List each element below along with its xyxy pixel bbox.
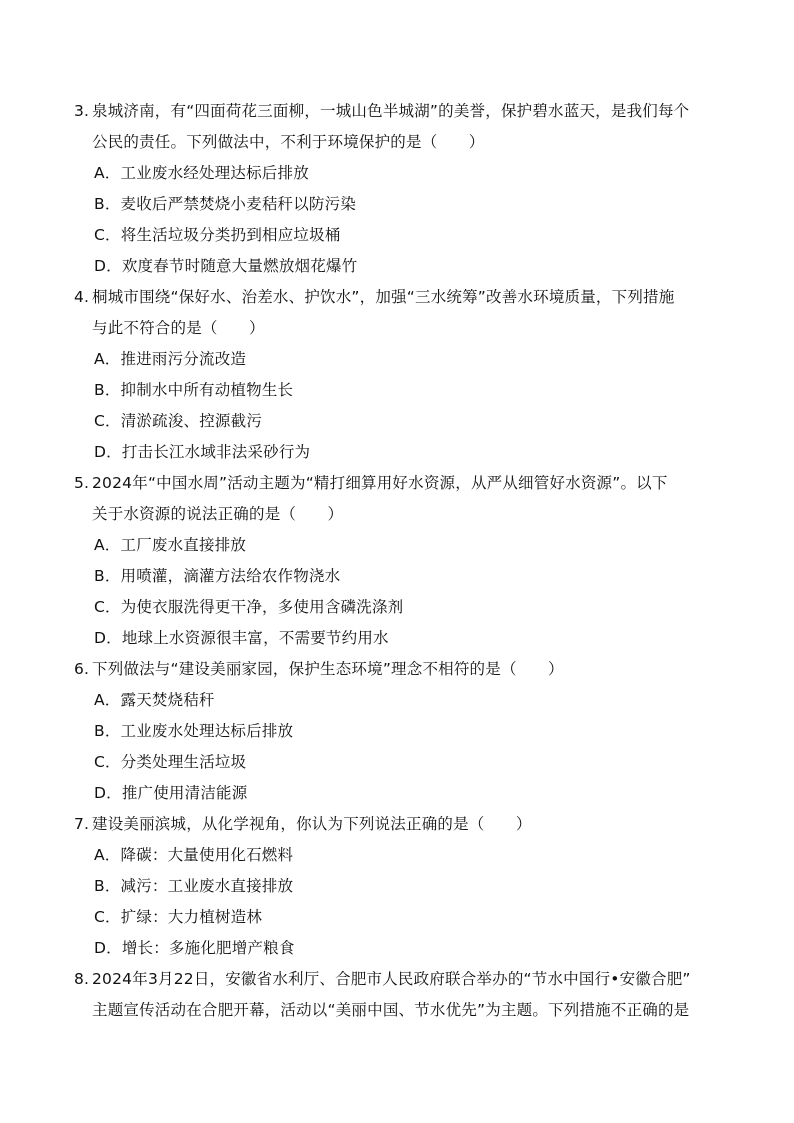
question-4 — [74, 282, 720, 468]
stem-text: 与此不符合的是（ ） — [92, 319, 265, 337]
answer-option: C．扩绿：大力植树造林 — [94, 908, 263, 926]
stem-line — [74, 964, 720, 995]
stem-text: 公民的责任。下列做法中，不利于环境保护的是（ ） — [92, 133, 485, 151]
question-7 — [74, 809, 720, 964]
question-6 — [74, 654, 720, 809]
answer-option: B．减污：工业废水直接排放 — [94, 877, 294, 895]
stem-text: 桐城市围绕“保好水、治差水、护饮水”，加强“三水统筹”改善水环境质量，下列措施 — [92, 288, 675, 306]
question-number: 6. — [74, 660, 90, 678]
question-stem — [74, 654, 720, 685]
question-number: 8. — [74, 970, 90, 988]
question-3 — [74, 96, 720, 282]
stem-text: 主题宣传活动在合肥开幕，活动以“美丽中国、节水优先”为主题。下列措施不正确的是 — [92, 1001, 690, 1019]
answer-option: A．推进雨污分流改造 — [94, 350, 247, 368]
answer-option: C．将生活垃圾分类扔到相应垃圾桶 — [94, 226, 341, 244]
answer-option: B．工业废水处理达标后排放 — [94, 722, 294, 740]
stem-line — [74, 313, 720, 344]
stem-text: 建设美丽滨城，从化学视角，你认为下列说法正确的是（ ） — [92, 815, 532, 833]
question-stem — [74, 282, 720, 344]
stem-text: 泉城济南，有“四面荷花三面柳，一城山色半城湖”的美誉，保护碧水蓝天，是我们每个 — [92, 102, 690, 120]
stem-line — [74, 995, 720, 1026]
answer-option: D．打击长江水域非法采砂行为 — [94, 443, 311, 461]
answer-option: A．露天焚烧秸秆 — [94, 691, 215, 709]
answer-option: B．抑制水中所有动植物生长 — [94, 381, 294, 399]
question-stem — [74, 96, 720, 158]
stem-text: 2024年“中国水周”活动主题为“精打细算用好水资源，从严从细管好水资源”。以下 — [92, 474, 668, 492]
question-stem — [74, 468, 720, 530]
answer-option: D．欢度春节时随意大量燃放烟花爆竹 — [94, 257, 358, 275]
answer-option: A．工业废水经处理达标后排放 — [94, 164, 309, 182]
question-stem — [74, 964, 720, 1026]
question-number: 4. — [74, 288, 90, 306]
question-number: 3. — [74, 102, 90, 120]
answer-option: D．增长：多施化肥增产粮食 — [94, 939, 295, 957]
stem-line — [74, 499, 720, 530]
answer-option: D．地球上水资源很丰富，不需要节约用水 — [94, 629, 389, 647]
answer-option: C．分类处理生活垃圾 — [94, 753, 247, 771]
answer-option: A．降碳：大量使用化石燃料 — [94, 846, 294, 864]
question-number: 7. — [74, 815, 90, 833]
stem-line — [74, 654, 720, 685]
stem-line — [74, 468, 720, 499]
answer-option: A．工厂废水直接排放 — [94, 536, 247, 554]
stem-text: 2024年3月22日，安徽省水利厅、合肥市人民政府联合举办的“节水中国行•安徽合肥” — [92, 970, 691, 988]
question-number: 5. — [74, 474, 90, 492]
answer-option: B．用喷灌，滴灌方法给农作物浇水 — [94, 567, 341, 585]
answer-option: B．麦收后严禁焚烧小麦秸秆以防污染 — [94, 195, 357, 213]
question-stem — [74, 809, 720, 840]
question-5 — [74, 468, 720, 654]
stem-line — [74, 809, 720, 840]
stem-line — [74, 127, 720, 158]
answer-option: C．清淤疏浚、控源截污 — [94, 412, 263, 430]
stem-text: 关于水资源的说法正确的是（ ） — [92, 505, 344, 523]
answer-option: D．推广使用清洁能源 — [94, 784, 248, 802]
answer-option: C．为使衣服洗得更干净，多使用含磷洗涤剂 — [94, 598, 404, 616]
question-8 — [74, 964, 720, 1026]
stem-line — [74, 282, 720, 313]
stem-line — [74, 96, 720, 127]
stem-text: 下列做法与“建设美丽家园，保护生态环境”理念不相符的是（ ） — [92, 660, 564, 678]
